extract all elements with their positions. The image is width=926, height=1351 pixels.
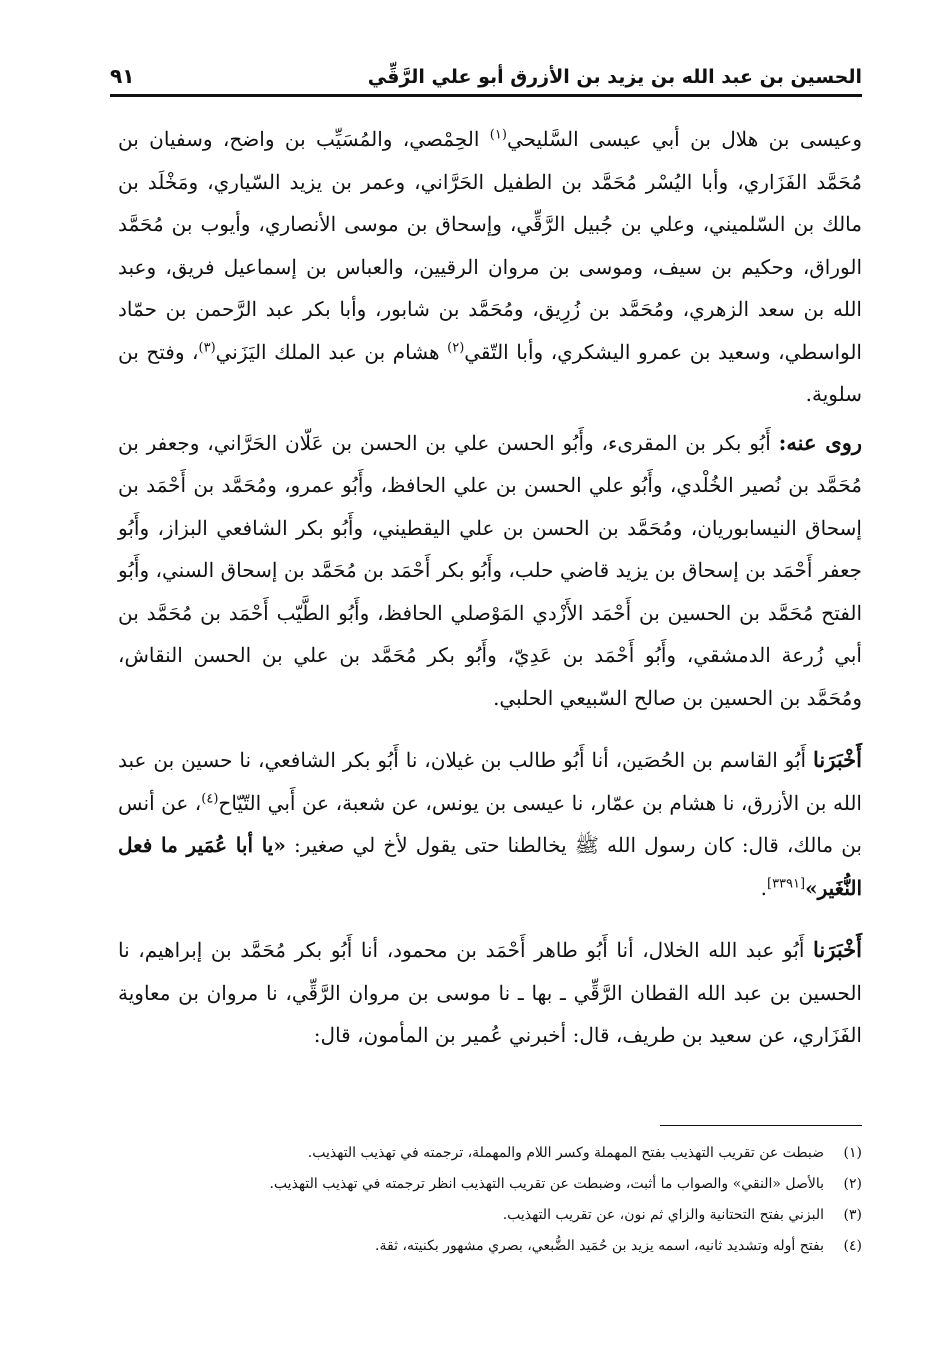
paragraph-teachers (118, 118, 862, 416)
hadith-quote: «يا أبا عُمَير ما فعل النُّغَير» (118, 833, 862, 900)
paragraph-text: ، عن أنس بن مالك، قال: كان رسول الله ﷺ يخالطنا حتى يقول لأخ لي صغير: (118, 790, 862, 857)
footnote-rule (660, 1125, 862, 1126)
main-text (118, 118, 862, 1077)
hadith-number: [٣٣٩١] (767, 875, 806, 891)
footnote-text: بالأصل «النقي» والصواب ما أثبت، وضبطت عن تقريب التهذيب انظر ترجمته في تهذيب التهذيب. (269, 1176, 824, 1192)
footnote-2 (170, 1169, 862, 1200)
paragraph-lead: أَخْبَرَنا (813, 747, 862, 772)
paragraph-text: أَبُو القاسم بن الحُصَين، أنا أَبُو طالب بن غيلان، نا أَبُو بكر الشافعي، نا حسين بن عبد الله بن الأزرق، نا هشام بن عمّار، نا عيسى بن يونس، عن شعبة، عن أَبي التّيّاح (118, 748, 862, 815)
header-title: الحسين بن عبد الله بن يزيد بن الأزرق أبو علي الرَّقِّي (367, 66, 862, 88)
footnote-ref-1: (١) (489, 127, 507, 143)
paragraph-text: أَبُو عبد الله الخلال، أنا أَبُو طاهر أَحْمَد بن محمود، أنا أَبُو بكر مُحَمَّد بن إبراهيم، نا الحسين بن عبد الله القطان الرَّقِّي ـ بها ـ نا موسى بن مروان الرَّقِّي، نا مروان بن معاوية الفَزَاري، عن سعيد بن طريف، قال: أخبرني عُمير بن المأمون، قال: (118, 938, 862, 1047)
running-header (110, 52, 862, 94)
footnote-text: البزني بفتح التحتانية والزاي ثم نون، عن تقريب التهذيب. (502, 1207, 824, 1223)
paragraph-text: وعيسى بن هلال بن أبي عيسى السَّليحي (506, 127, 862, 151)
footnotes (170, 1138, 862, 1262)
footnote-ref-3: (٣) (198, 339, 216, 355)
footnote-number: (٤) (843, 1238, 862, 1254)
footnote-ref-2: (٢) (447, 339, 465, 355)
paragraph-text: الحِمْصي، والمُسَيِّب بن واضح، وسفيان بن مُحَمَّد الفَزَاري، وأبا اليُسْر مُحَمَّد بن الطفيل الحَرَّاني، وعمر بن يزيد السّياري، ومَخْلَد بن مالك بن السّلميني، وعلي بن جُبيل الرَّقِّي، وإسحاق بن موسى الأنصاري، وأيوب بن مُحَمَّد الوراق، وحكيم بن سيف، وموسى بن مروان الرقيين، والعباس بن إسماعيل فريق، وعبد الله بن سعد الزهري، ومُحَمَّد بن زُرِيق، ومُحَمَّد بن شابور، وأبا بكر عبد الرَّحمن بن حمّاد الواسطي، وسعيد بن عمرو اليشكري، وأبا التّقي (118, 127, 862, 364)
paragraph-hadith-2 (118, 929, 862, 1057)
footnote-1 (170, 1138, 862, 1169)
footnote-4 (170, 1231, 862, 1262)
paragraph-text: هشام بن عبد الملك اليَزَني (215, 339, 448, 364)
footnote-text: بفتح أوله وتشديد ثانيه، اسمه يزيد بن حُمَيد الضُّبعي، بصري مشهور بكنيته، ثقة. (375, 1238, 824, 1254)
footnote-number: (٢) (843, 1176, 862, 1192)
paragraph-lead: روى عنه: (778, 429, 862, 455)
footnote-ref-4: (٤) (201, 790, 219, 806)
paragraph-students (118, 422, 862, 720)
paragraph-hadith-1 (118, 739, 862, 909)
paragraph-text: . (760, 875, 767, 900)
paragraph-text: ، وفتح بن سلوية. (118, 339, 862, 406)
paragraph-text: أَبُو بكر بن المقرىء، وأَبُو الحسن علي بن الحسن بن عَلّان الحَرَّاني، وجعفر بن مُحَمَّد بن نُصير الخُلْدي، وأَبُو علي الحسن بن علي الحافظ، وأَبُو عمرو، ومُحَمَّد بن أَحْمَد بن إسحاق النيسابوريان، ومُحَمَّد بن الحسن بن علي اليقطيني، وأَبُو بكر الشافعي البزاز، وأَبُو جعفر أَحْمَد بن إسحاق بن يزيد قاضي حلب، وأَبُو بكر أَحْمَد بن مُحَمَّد بن إسحاق السني، وأَبُو الفتح مُحَمَّد بن الحسين بن أَحْمَد الأَزْدي المَوْصلي الحافظ، وأَبُو الطَّيّب أَحْمَد بن مُحَمَّد بن أبي زُرعة الدمشقي، وأَبُو أَحْمَد بن عَدِيّ، وأَبُو بكر مُحَمَّد بن علي بن الحسن النقاش، ومُحَمَّد بن الحسين بن صالح السّبيعي الحلبي. (118, 430, 862, 710)
footnote-text: ضبطت عن تقريب التهذيب بفتح المهملة وكسر اللام والمهملة، ترجمته في تهذيب التهذيب. (307, 1145, 824, 1161)
page-number: ٩١ (110, 64, 135, 88)
footnote-number: (١) (843, 1145, 862, 1161)
footnote-number: (٣) (843, 1207, 862, 1223)
paragraph-lead: أَخْبَرَنا (813, 937, 862, 962)
footnote-3 (170, 1200, 862, 1231)
header-rule (110, 94, 862, 97)
